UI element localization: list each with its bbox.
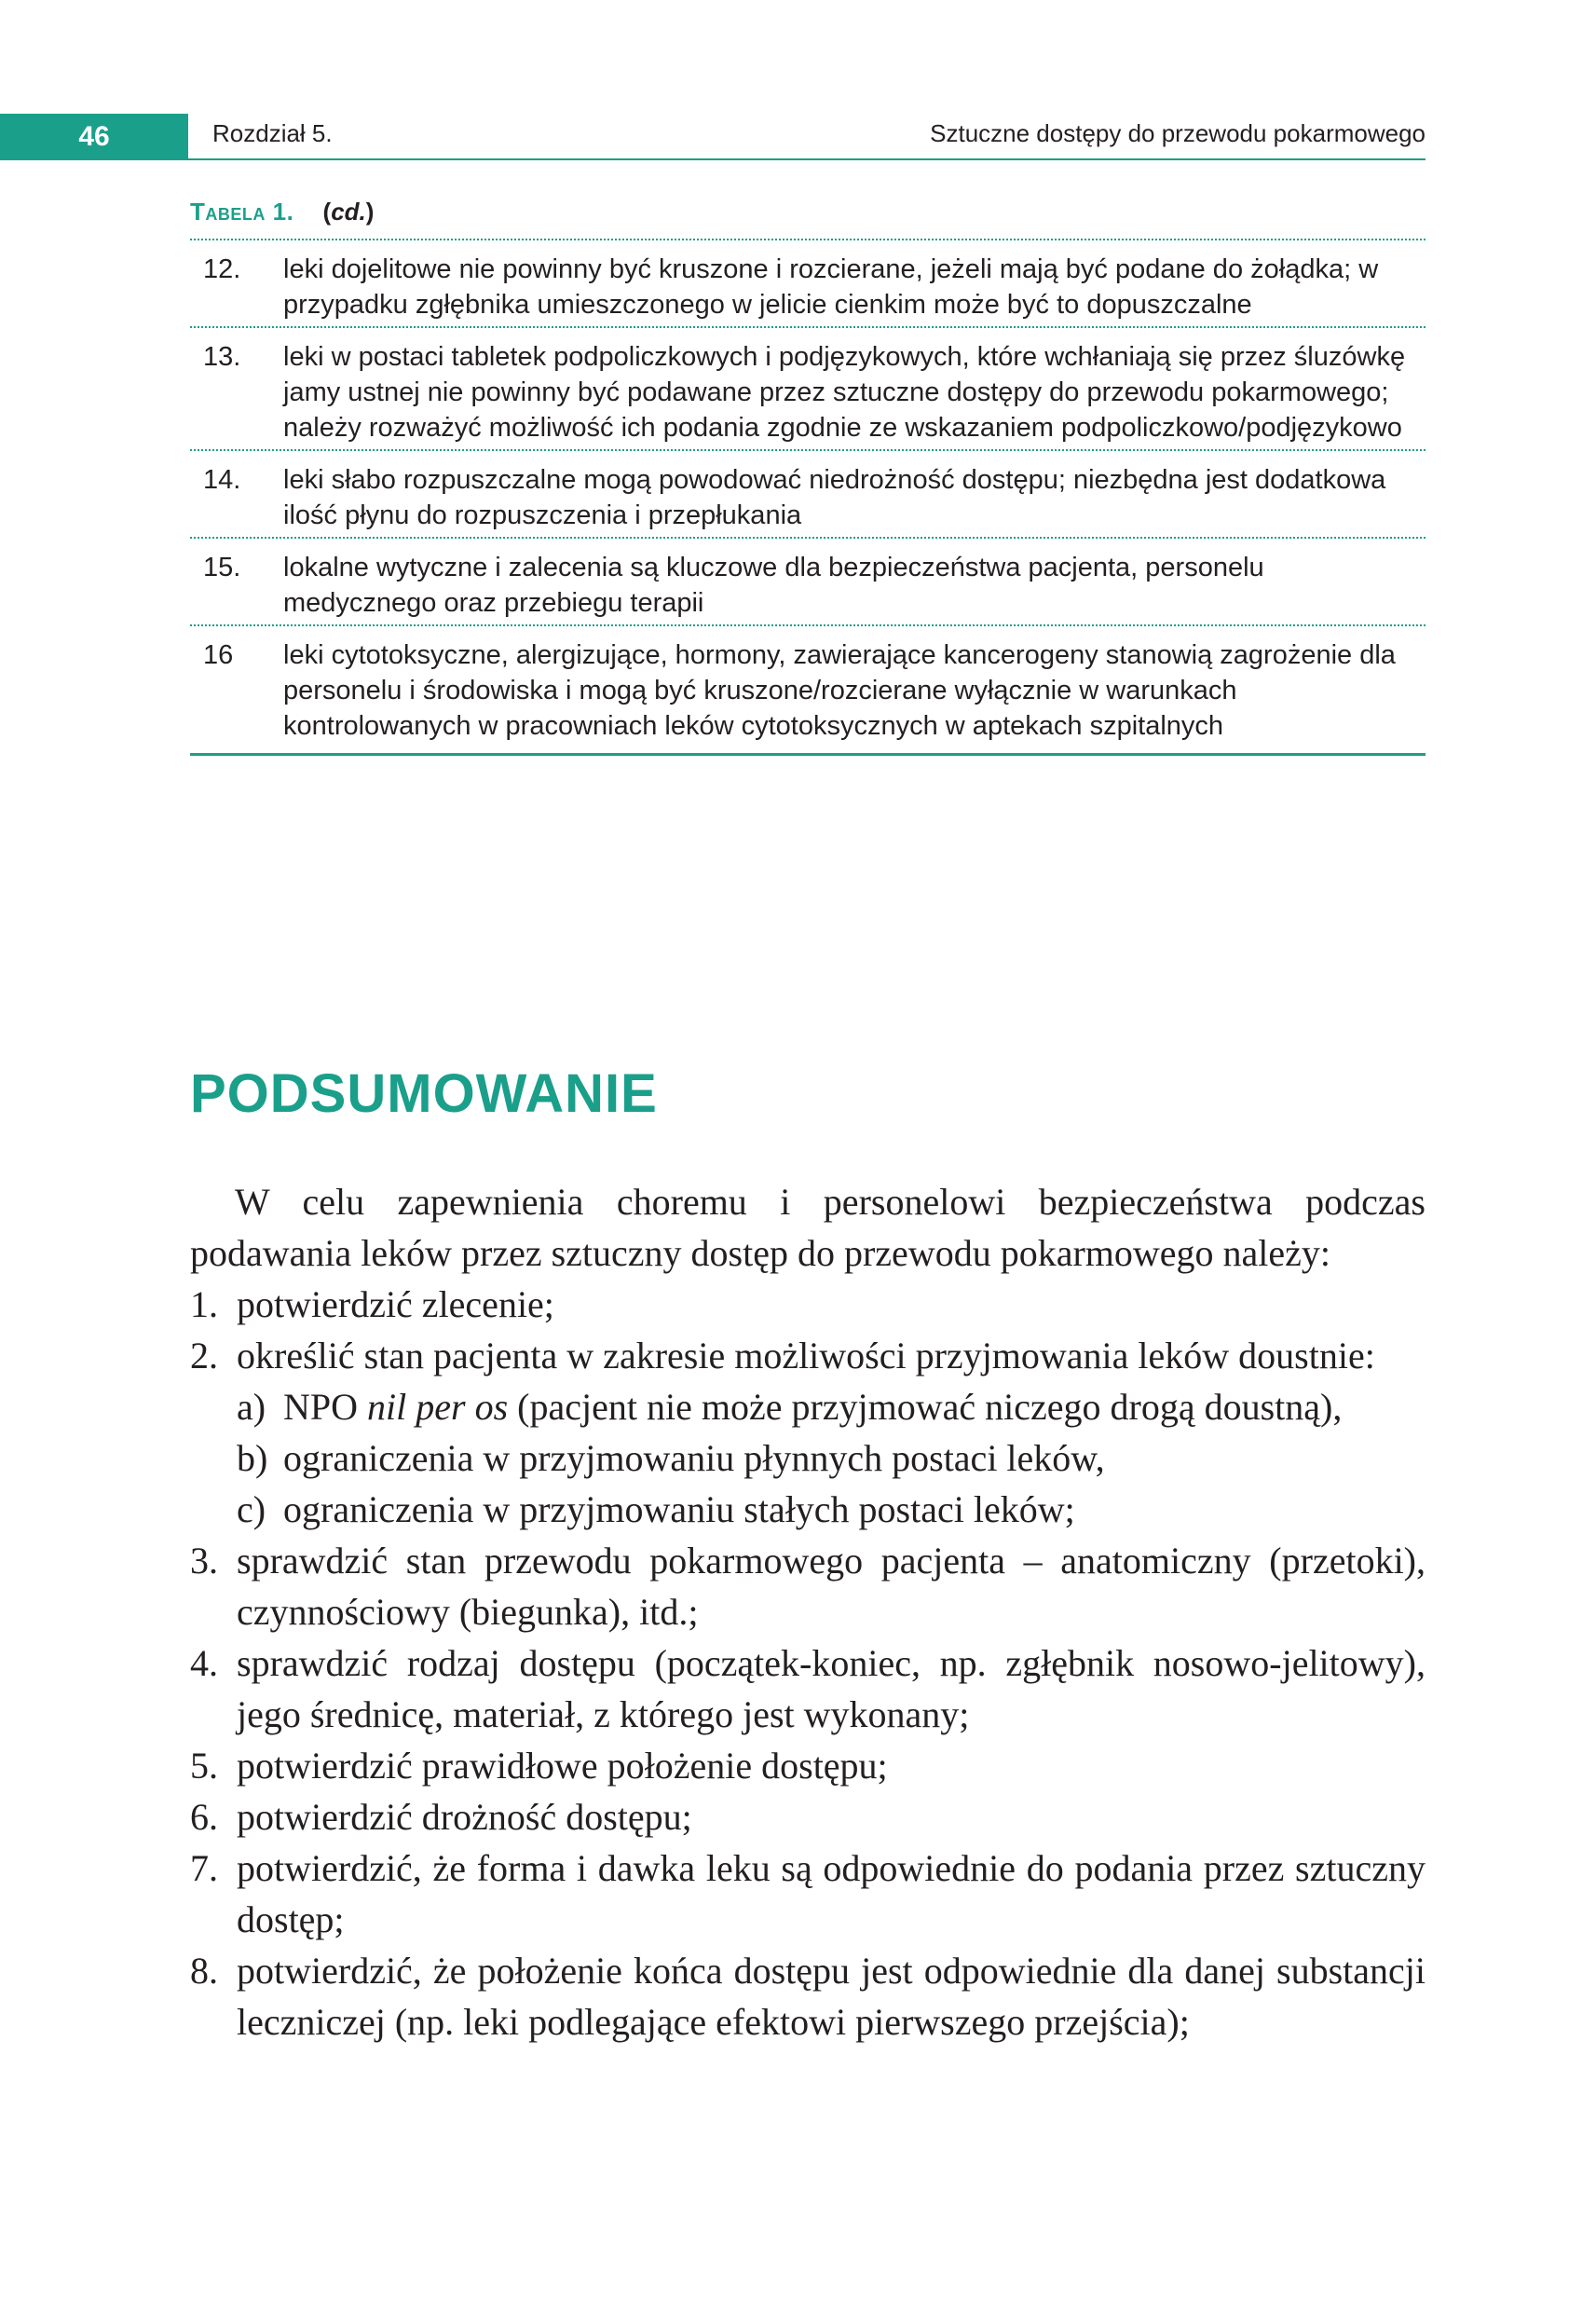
list-item bbox=[190, 1791, 1425, 1842]
list-number: 2. bbox=[190, 1335, 218, 1376]
list-text: potwierdzić, że forma i dawka leku są odpowiednie do podania przez sztuczny dostęp; bbox=[237, 1847, 1425, 1940]
list-number: 4. bbox=[190, 1642, 218, 1684]
table-row bbox=[190, 537, 1425, 624]
section-body bbox=[190, 1176, 1425, 2048]
list-number: 7. bbox=[190, 1847, 218, 1889]
sub-text: ograniczenia w przyjmowaniu płynnych postaci leków, bbox=[283, 1437, 1105, 1479]
table-caption-label: Tabela 1. bbox=[190, 198, 294, 226]
row-number: 14. bbox=[203, 465, 241, 495]
table-caption bbox=[190, 198, 374, 226]
sub-text-italic: nil per os bbox=[367, 1386, 509, 1428]
list-number: 1. bbox=[190, 1283, 218, 1325]
list-text: potwierdzić, że położenie końca dostępu jest odpowiednie dla danej substancji leczniczej (np. leki podlegające efektowi pierwszego przejścia); bbox=[237, 1950, 1425, 2043]
list-text: potwierdzić zlecenie; bbox=[237, 1283, 554, 1325]
list-number: 3. bbox=[190, 1540, 218, 1582]
row-text: leki słabo rozpuszczalne mogą powodować niedrożność dostępu; niezbędna jest dodatkowa ilość płynu do rozpuszczenia i przepłukania bbox=[283, 465, 1386, 530]
section-title: PODSUMOWANIE bbox=[190, 1063, 658, 1124]
list-text: określić stan pacjenta w zakresie możliwości przyjmowania leków doustnie: bbox=[237, 1335, 1375, 1376]
list-item bbox=[190, 1842, 1425, 1945]
row-number: 13. bbox=[203, 342, 241, 372]
list-item bbox=[190, 1637, 1425, 1740]
list-item bbox=[190, 1330, 1425, 1381]
list-item bbox=[190, 1279, 1425, 1330]
table-row bbox=[190, 624, 1425, 756]
list-item bbox=[190, 1535, 1425, 1637]
list-number: 5. bbox=[190, 1745, 218, 1787]
page-number: 46 bbox=[0, 114, 188, 160]
sub-text-pre: NPO bbox=[283, 1386, 368, 1428]
sub-item bbox=[237, 1432, 1425, 1484]
ordered-list bbox=[190, 1279, 1425, 2048]
chapter-label: Rozdział 5. bbox=[212, 119, 333, 147]
list-number: 6. bbox=[190, 1796, 218, 1838]
running-title: Sztuczne dostępy do przewodu pokarmowego bbox=[930, 119, 1425, 147]
row-text: lokalne wytyczne i zalecenia są kluczowe dla bezpieczeństwa pacjenta, personelu medycznego oraz przebiegu terapii bbox=[283, 553, 1264, 618]
list-text: potwierdzić prawidłowe położenie dostępu; bbox=[237, 1745, 888, 1787]
table-caption-cd: cd. bbox=[331, 198, 366, 226]
sub-text-post: (pacjent nie może przyjmować niczego drogą doustną), bbox=[508, 1386, 1343, 1428]
sub-item bbox=[237, 1381, 1425, 1432]
list-item bbox=[190, 1740, 1425, 1791]
table-caption-continued: (cd.) bbox=[322, 198, 375, 226]
sub-letter: a) bbox=[237, 1386, 266, 1428]
row-number: 15. bbox=[203, 553, 241, 582]
row-text: leki dojelitowe nie powinny być kruszone i rozcierane, jeżeli mają być podane do żołądka; w przypadku zgłębnika umieszczonego w jelicie cienkim może być to dopuszczalne bbox=[283, 254, 1379, 320]
sub-letter: c) bbox=[237, 1488, 266, 1530]
intro-paragraph: W celu zapewnienia choremu i personelowi bezpieczeństwa podczas podawania leków przez sztuczny dostęp do przewodu pokarmowego należy: bbox=[190, 1181, 1425, 1274]
sub-item bbox=[237, 1484, 1425, 1535]
row-number: 16 bbox=[203, 640, 234, 670]
list-item bbox=[190, 1945, 1425, 2048]
table bbox=[190, 239, 1425, 756]
row-text: leki w postaci tabletek podpoliczkowych i podjęzykowych, które wchłaniają się przez śluzówkę jamy ustnej nie powinny być podawane przez sztuczne dostępy do przewodu pokarmowego; należy rozważyć możliwość ich podania zgodnie ze wskazaniem podpoliczkowo/podjęzykowo bbox=[283, 342, 1406, 443]
header-rule bbox=[188, 158, 1425, 160]
sub-text bbox=[283, 1381, 1425, 1432]
table-row bbox=[190, 239, 1425, 326]
table-row bbox=[190, 326, 1425, 449]
row-text: leki cytotoksyczne, alergizujące, hormony, zawierające kancerogeny stanowią zagrożenie dla personelu i środowiska i mogą być kruszone/rozcierane wyłącznie w warunkach kontrolowanych w pracowniach leków cytotoksycznych w aptekach szpitalnych bbox=[283, 640, 1396, 741]
sub-letter: b) bbox=[237, 1437, 268, 1479]
list-text: sprawdzić rodzaj dostępu (początek-koniec, np. zgłębnik nosowo-jelitowy), jego średnicę, materiał, z którego jest wykonany; bbox=[237, 1642, 1425, 1735]
list-number: 8. bbox=[190, 1950, 218, 1992]
row-number: 12. bbox=[203, 254, 241, 284]
table-row bbox=[190, 449, 1425, 537]
list-text: potwierdzić drożność dostępu; bbox=[237, 1796, 692, 1838]
list-text: sprawdzić stan przewodu pokarmowego pacjenta – anatomiczny (przetoki), czynnościowy (biegunka), itd.; bbox=[237, 1540, 1425, 1633]
sub-text: ograniczenia w przyjmowaniu stałych postaci leków; bbox=[283, 1488, 1075, 1530]
